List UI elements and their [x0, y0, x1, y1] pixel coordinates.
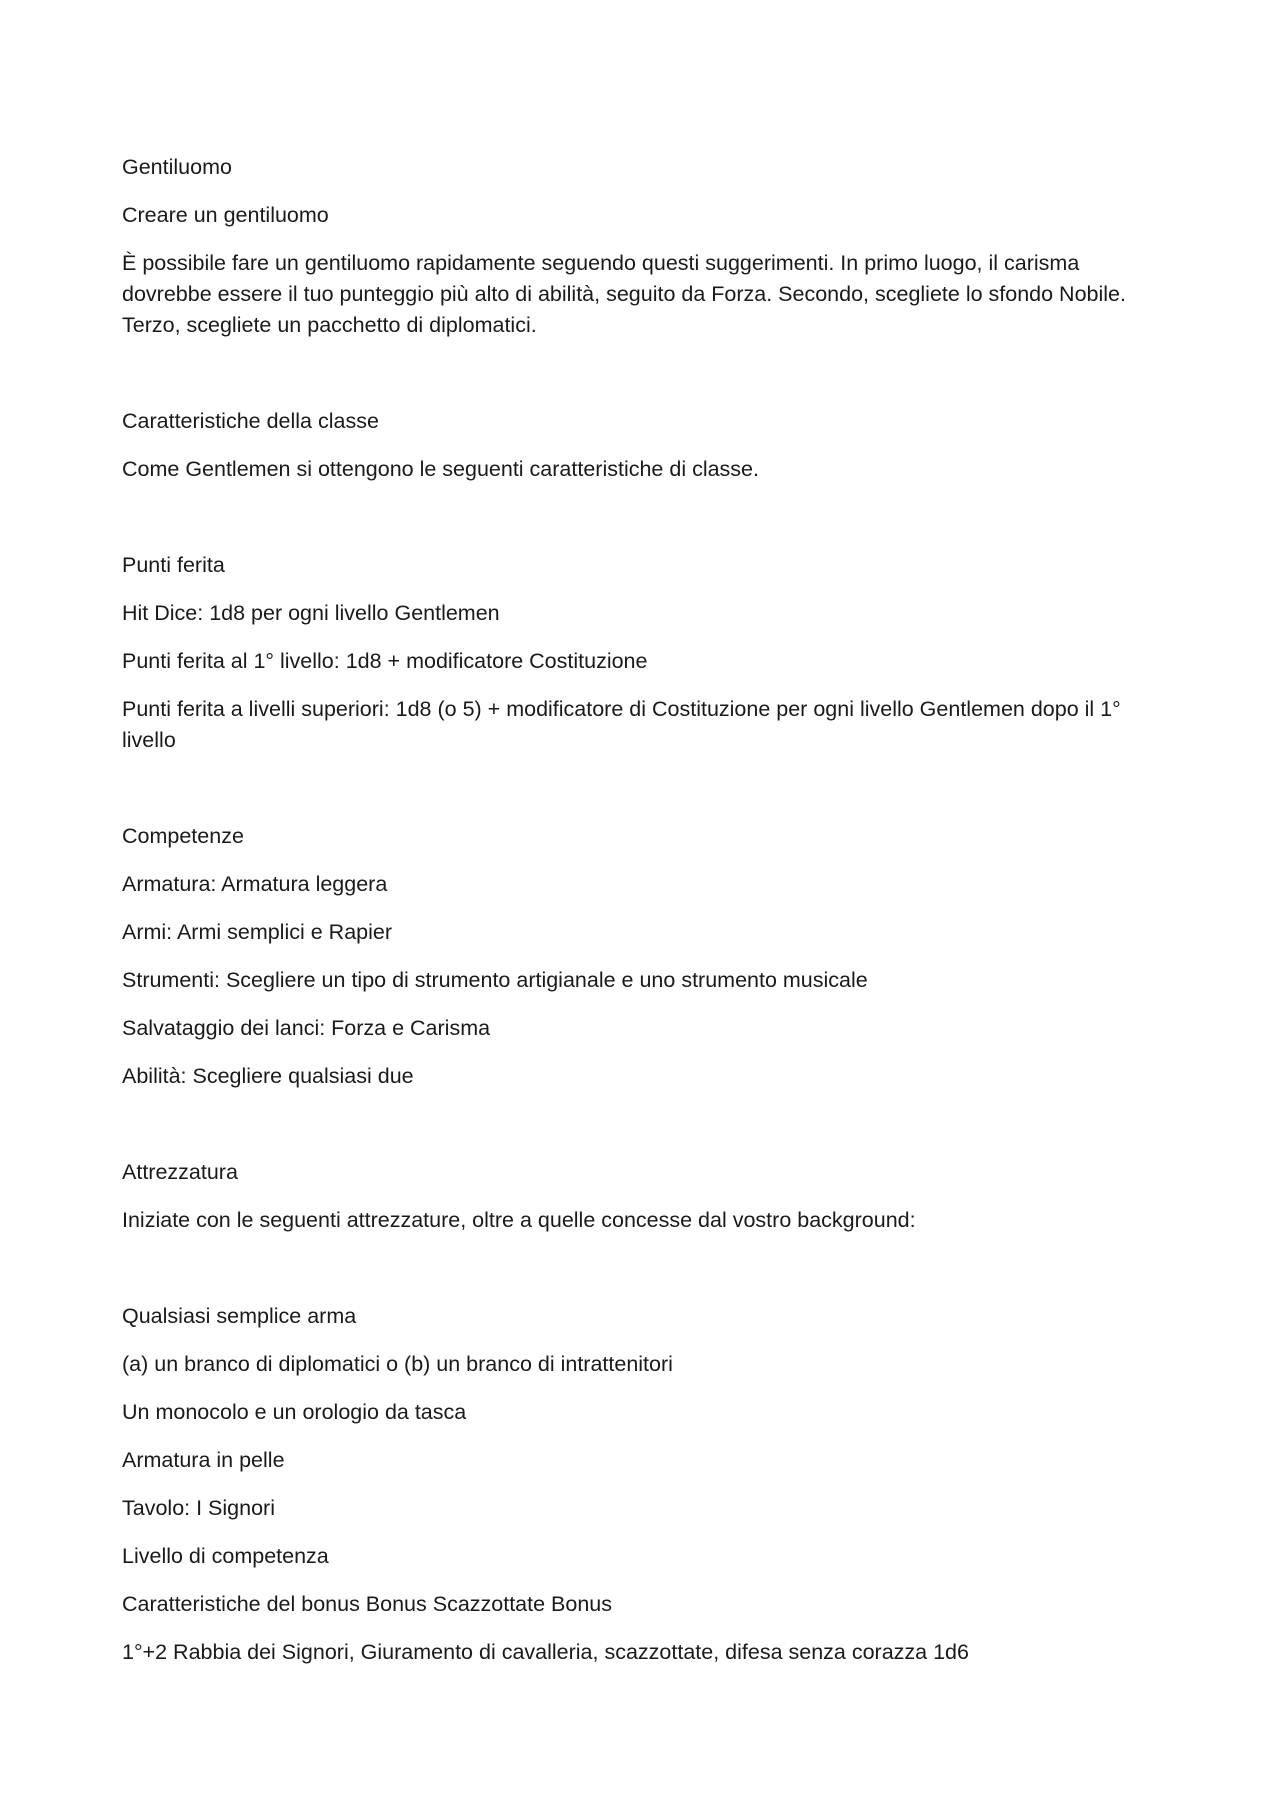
document-subtitle: Creare un gentiluomo [122, 203, 329, 227]
hit-dice-line: Hit Dice: 1d8 per ogni livello Gentlemen [122, 601, 500, 625]
higher-levels-hp-line: Punti ferita a livelli superiori: 1d8 (o 5) + modificatore di Costituzione per ogni livello Gentlemen dopo il 1° livello [122, 697, 1121, 752]
section-spacer [122, 1253, 1162, 1301]
tools-line: Strumenti: Scegliere un tipo di strumento artigianale e uno strumento musicale [122, 968, 868, 992]
table-header-level: Livello di competenza [122, 1544, 329, 1568]
equipment-item-armor: Armatura in pelle [122, 1448, 285, 1472]
skills-line: Abilità: Scegliere qualsiasi due [122, 1064, 414, 1088]
class-features-heading: Caratteristiche della classe [122, 409, 379, 433]
section-spacer [122, 1109, 1162, 1157]
class-features-paragraph: Come Gentlemen si ottengono le seguenti caratteristiche di classe. [122, 457, 759, 481]
section-spacer [122, 773, 1162, 821]
weapons-line: Armi: Armi semplici e Rapier [122, 920, 392, 944]
table-header-features: Caratteristiche del bonus Bonus Scazzottate Bonus [122, 1592, 613, 1616]
first-level-hp-line: Punti ferita al 1° livello: 1d8 + modificatore Costituzione [122, 649, 648, 673]
intro-paragraph: È possibile fare un gentiluomo rapidamente seguendo questi suggerimenti. In primo luogo, il carisma dovrebbe essere il tuo punteggio più alto di abilità, seguito da Forza. Secondo, scegliete lo sfondo Nobile. Terzo, scegliete un pacchetto di diplomatici. [122, 251, 1126, 337]
equipment-paragraph: Iniziate con le seguenti attrezzature, oltre a quelle concesse dal vostro background: [122, 1208, 916, 1232]
document-title: Gentiluomo [122, 155, 232, 179]
hit-points-heading: Punti ferita [122, 553, 225, 577]
equipment-heading: Attrezzatura [122, 1160, 238, 1184]
document-body [122, 152, 1162, 1685]
equipment-item-pack: (a) un branco di diplomatici o (b) un branco di intrattenitori [122, 1352, 673, 1376]
section-spacer [122, 358, 1162, 406]
equipment-item-weapon: Qualsiasi semplice arma [122, 1304, 357, 1328]
proficiencies-heading: Competenze [122, 824, 244, 848]
table-row: 1°+2 Rabbia dei Signori, Giuramento di cavalleria, scazzottate, difesa senza corazza 1d6 [122, 1640, 969, 1664]
armor-line: Armatura: Armatura leggera [122, 872, 388, 896]
section-spacer [122, 502, 1162, 550]
saving-throws-line: Salvataggio dei lanci: Forza e Carisma [122, 1016, 491, 1040]
table-title: Tavolo: I Signori [122, 1496, 275, 1520]
equipment-item-monocle: Un monocolo e un orologio da tasca [122, 1400, 467, 1424]
